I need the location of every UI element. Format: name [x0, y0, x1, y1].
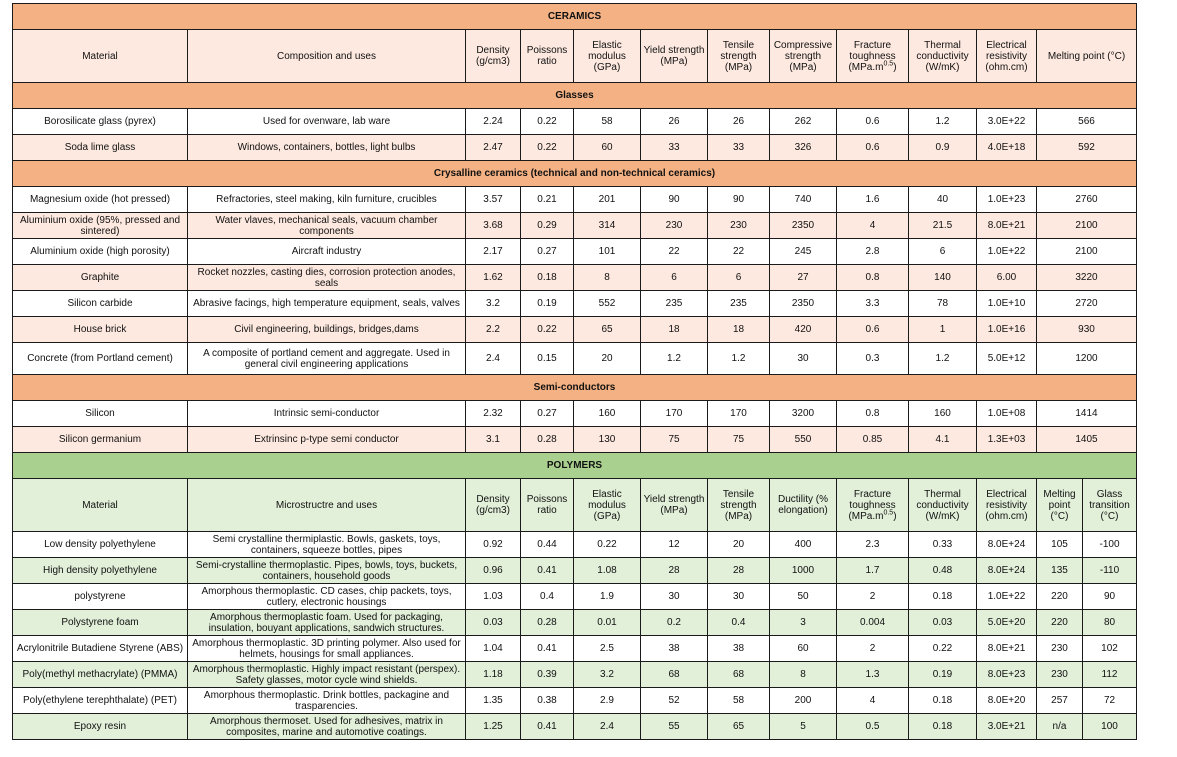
property-value: 1.0E+10	[977, 291, 1037, 317]
property-value: 5.0E+20	[977, 610, 1037, 636]
property-value: 0.22	[521, 109, 574, 135]
property-value: 60	[770, 636, 837, 662]
property-value: 552	[574, 291, 641, 317]
property-value: 58	[708, 688, 770, 714]
property-value: 68	[641, 662, 708, 688]
property-value: 0.18	[909, 714, 977, 740]
property-value: 0.21	[521, 187, 574, 213]
polymers-header-cell: Density (g/cm3)	[466, 479, 521, 532]
property-value: 0.6	[837, 109, 909, 135]
table-row	[13, 558, 1137, 584]
property-value: 592	[1037, 135, 1137, 161]
property-value: 0.22	[574, 532, 641, 558]
material-uses: Aircraft industry	[188, 239, 466, 265]
property-value: 4.1	[909, 427, 977, 453]
table-row	[13, 213, 1137, 239]
property-value: 0.22	[909, 636, 977, 662]
property-value: 5.0E+12	[977, 343, 1037, 375]
polymers-title-row	[13, 453, 1137, 479]
ceramics-header-cell: Compressive strength (MPa)	[770, 30, 837, 83]
property-value: 26	[708, 109, 770, 135]
property-value: 2	[837, 636, 909, 662]
material-name: Aluminium oxide (high porosity)	[13, 239, 188, 265]
property-value: 100	[1083, 714, 1137, 740]
property-value: 0.03	[909, 610, 977, 636]
property-value: 75	[641, 427, 708, 453]
property-value: 2.3	[837, 532, 909, 558]
table-row	[13, 532, 1137, 558]
table-row	[13, 636, 1137, 662]
ceramics-header-cell: Material	[13, 30, 188, 83]
material-uses: Semi crystalline thermiplastic. Bowls, gaskets, toys, containers, squeeze bottles, pipes	[188, 532, 466, 558]
property-value: 5	[770, 714, 837, 740]
property-value: 80	[1083, 610, 1137, 636]
property-value: 135	[1037, 558, 1083, 584]
material-name: Soda lime glass	[13, 135, 188, 161]
material-name: Silicon	[13, 401, 188, 427]
property-value: 2100	[1037, 239, 1137, 265]
material-name: Magnesium oxide (hot pressed)	[13, 187, 188, 213]
property-value: 1.0E+08	[977, 401, 1037, 427]
property-value: 0.22	[521, 317, 574, 343]
property-value: 18	[708, 317, 770, 343]
property-value: 2.2	[466, 317, 521, 343]
property-value: 235	[641, 291, 708, 317]
property-value: 3	[770, 610, 837, 636]
material-uses: Semi-crystalline thermoplastic. Pipes, bowls, toys, buckets, containers, household goods	[188, 558, 466, 584]
property-value: 33	[641, 135, 708, 161]
ceramics-section-row	[13, 83, 1137, 109]
property-value: 3.68	[466, 213, 521, 239]
ceramics-header-row	[13, 30, 1137, 83]
material-name: Poly(methyl methacrylate) (PMMA)	[13, 662, 188, 688]
property-value: -110	[1083, 558, 1137, 584]
property-value: 0.8	[837, 265, 909, 291]
property-value: 200	[770, 688, 837, 714]
property-value: 2.47	[466, 135, 521, 161]
property-value: 326	[770, 135, 837, 161]
material-uses: Civil engineering, buildings, bridges,dams	[188, 317, 466, 343]
property-value: 3.57	[466, 187, 521, 213]
table-row	[13, 317, 1137, 343]
table-row	[13, 265, 1137, 291]
property-value: 1.25	[466, 714, 521, 740]
material-uses: Refractories, steel making, kiln furniture, crucibles	[188, 187, 466, 213]
polymers-header-cell: Elastic modulus (GPa)	[574, 479, 641, 532]
property-value: 0.8	[837, 401, 909, 427]
property-value: 30	[770, 343, 837, 375]
property-value: 6	[641, 265, 708, 291]
property-value: 230	[1037, 662, 1083, 688]
section-title: Semi-conductors	[13, 375, 1137, 401]
property-value: 2.32	[466, 401, 521, 427]
property-value: 140	[909, 265, 977, 291]
property-value: 68	[708, 662, 770, 688]
section-title: Glasses	[13, 83, 1137, 109]
material-uses: Amorphous thermoplastic. Drink bottles, packagine and trasparencies.	[188, 688, 466, 714]
polymers-header-cell: Tensile strength (MPa)	[708, 479, 770, 532]
property-value: 1.2	[708, 343, 770, 375]
ceramics-section-row	[13, 161, 1137, 187]
property-value: 8	[770, 662, 837, 688]
property-value: -100	[1083, 532, 1137, 558]
property-value: 0.29	[521, 213, 574, 239]
property-value: 0.9	[909, 135, 977, 161]
polymers-header-cell: Material	[13, 479, 188, 532]
property-value: 4	[837, 688, 909, 714]
ceramics-header-cell: Thermal conductivity (W/mK)	[909, 30, 977, 83]
property-value: 8.0E+24	[977, 532, 1037, 558]
property-value: 105	[1037, 532, 1083, 558]
material-name: House brick	[13, 317, 188, 343]
property-value: 0.96	[466, 558, 521, 584]
polymers-header-cell: Melting point (°C)	[1037, 479, 1083, 532]
property-value: 235	[708, 291, 770, 317]
property-value: 20	[574, 343, 641, 375]
ceramics-header-cell: Fracture toughness $(MPa.m^{0.5})$	[837, 30, 909, 83]
property-value: 0.19	[909, 662, 977, 688]
material-uses: Amorphous thermoplastic. 3D printing polymer. Also used for helmets, housings for small appliances.	[188, 636, 466, 662]
property-value: 1.0E+16	[977, 317, 1037, 343]
polymers-header-row	[13, 479, 1137, 532]
property-value: 90	[1083, 584, 1137, 610]
property-value: 0.48	[909, 558, 977, 584]
table-row	[13, 239, 1137, 265]
material-name: Graphite	[13, 265, 188, 291]
property-value: 4	[837, 213, 909, 239]
property-value: 2	[837, 584, 909, 610]
property-value: 38	[708, 636, 770, 662]
ceramics-title-row	[13, 4, 1137, 30]
property-value: 3220	[1037, 265, 1137, 291]
property-value: 0.2	[641, 610, 708, 636]
property-value: 75	[708, 427, 770, 453]
property-value: 8	[574, 265, 641, 291]
property-value: 1	[909, 317, 977, 343]
property-value: 0.27	[521, 239, 574, 265]
materials-properties-table	[12, 3, 1137, 740]
property-value: 170	[708, 401, 770, 427]
property-value: 314	[574, 213, 641, 239]
table-row	[13, 291, 1137, 317]
property-value: 0.85	[837, 427, 909, 453]
property-value: 230	[641, 213, 708, 239]
property-value: 220	[1037, 584, 1083, 610]
property-value: 8.0E+20	[977, 688, 1037, 714]
property-value: 90	[641, 187, 708, 213]
property-value: 201	[574, 187, 641, 213]
property-value: 160	[574, 401, 641, 427]
property-value: 0.6	[837, 317, 909, 343]
property-value: 2.24	[466, 109, 521, 135]
property-value: 0.41	[521, 636, 574, 662]
property-value: 30	[708, 584, 770, 610]
material-uses: Abrasive facings, high temperature equipment, seals, valves	[188, 291, 466, 317]
property-value: 0.39	[521, 662, 574, 688]
property-value: 1.9	[574, 584, 641, 610]
property-value: 26	[641, 109, 708, 135]
property-value: 1.35	[466, 688, 521, 714]
ceramics-header-cell: Electrical resistivity (ohm.cm)	[977, 30, 1037, 83]
material-name: High density polyethylene	[13, 558, 188, 584]
polymers-header-cell: Poissons ratio	[521, 479, 574, 532]
property-value: 1.2	[909, 109, 977, 135]
table-row	[13, 401, 1137, 427]
property-value: 0.4	[521, 584, 574, 610]
property-value: 550	[770, 427, 837, 453]
property-value: 1.18	[466, 662, 521, 688]
property-value: 0.44	[521, 532, 574, 558]
property-value: 3.3	[837, 291, 909, 317]
ceramics-header-cell: Density (g/cm3)	[466, 30, 521, 83]
property-value: 1.7	[837, 558, 909, 584]
material-name: Acrylonitrile Butadiene Styrene (ABS)	[13, 636, 188, 662]
polymers-title: POLYMERS	[13, 453, 1137, 479]
ceramics-section-row	[13, 375, 1137, 401]
property-value: 28	[641, 558, 708, 584]
property-value: 0.18	[909, 584, 977, 610]
material-uses: A composite of portland cement and aggregate. Used in general civil engineering applications	[188, 343, 466, 375]
property-value: 0.6	[837, 135, 909, 161]
property-value: 930	[1037, 317, 1137, 343]
table-row	[13, 187, 1137, 213]
property-value: 740	[770, 187, 837, 213]
property-value: 27	[770, 265, 837, 291]
property-value: 8.0E+24	[977, 558, 1037, 584]
property-value: 1.08	[574, 558, 641, 584]
ceramics-header-cell: Melting point (°C)	[1037, 30, 1137, 83]
material-name: Poly(ethylene terephthalate) (PET)	[13, 688, 188, 714]
material-name: Silicon carbide	[13, 291, 188, 317]
property-value: 0.004	[837, 610, 909, 636]
property-value: 1200	[1037, 343, 1137, 375]
property-value: 2720	[1037, 291, 1137, 317]
property-value: 230	[1037, 636, 1083, 662]
property-value: 0.19	[521, 291, 574, 317]
property-value: 2350	[770, 291, 837, 317]
property-value: 0.01	[574, 610, 641, 636]
property-value: 0.3	[837, 343, 909, 375]
property-value: 55	[641, 714, 708, 740]
property-value: 1.0E+22	[977, 239, 1037, 265]
property-value: 0.27	[521, 401, 574, 427]
property-value: 2350	[770, 213, 837, 239]
property-value: 1.3	[837, 662, 909, 688]
property-value: 20	[708, 532, 770, 558]
property-value: 112	[1083, 662, 1137, 688]
property-value: 21.5	[909, 213, 977, 239]
property-value: 0.18	[909, 688, 977, 714]
property-value: 0.22	[521, 135, 574, 161]
property-value: 130	[574, 427, 641, 453]
property-value: 38	[641, 636, 708, 662]
property-value: 0.38	[521, 688, 574, 714]
property-value: 1.2	[641, 343, 708, 375]
property-value: 1.0E+22	[977, 584, 1037, 610]
property-value: 0.15	[521, 343, 574, 375]
ceramics-title: CERAMICS	[13, 4, 1137, 30]
property-value: 245	[770, 239, 837, 265]
property-value: 1414	[1037, 401, 1137, 427]
property-value: 90	[708, 187, 770, 213]
property-value: 0.33	[909, 532, 977, 558]
table-row	[13, 135, 1137, 161]
property-value: 65	[708, 714, 770, 740]
property-value: 2.4	[574, 714, 641, 740]
property-value: 1.62	[466, 265, 521, 291]
property-value: 2.4	[466, 343, 521, 375]
table-row	[13, 427, 1137, 453]
property-value: 8.0E+23	[977, 662, 1037, 688]
property-value: 50	[770, 584, 837, 610]
polymers-header-cell: Thermal conductivity (W/mK)	[909, 479, 977, 532]
material-uses: Amorphous thermoplastic. Highly impact resistant (perspex). Safety glasses, motor cycle wind shields.	[188, 662, 466, 688]
table-row	[13, 109, 1137, 135]
material-name: Epoxy resin	[13, 714, 188, 740]
polymers-header-cell: Ductility (% elongation)	[770, 479, 837, 532]
ceramics-header-cell: Poissons ratio	[521, 30, 574, 83]
property-value: 101	[574, 239, 641, 265]
property-value: 1.04	[466, 636, 521, 662]
property-value: 30	[641, 584, 708, 610]
material-uses: Amorphous thermoplastic foam. Used for packaging, insulation, bouyant applications, sandwich structures.	[188, 610, 466, 636]
property-value: 4.0E+18	[977, 135, 1037, 161]
table-row	[13, 584, 1137, 610]
property-value: 8.0E+21	[977, 636, 1037, 662]
property-value: 58	[574, 109, 641, 135]
property-value: 72	[1083, 688, 1137, 714]
material-uses: Windows, containers, bottles, light bulbs	[188, 135, 466, 161]
material-uses: Rocket nozzles, casting dies, corrosion protection anodes, seals	[188, 265, 466, 291]
property-value: 65	[574, 317, 641, 343]
property-value: 220	[1037, 610, 1083, 636]
property-value: 0.28	[521, 427, 574, 453]
material-uses: Amorphous thermoset. Used for adhesives, matrix in composites, marine and automotive coatings.	[188, 714, 466, 740]
property-value: 1.03	[466, 584, 521, 610]
property-value: 566	[1037, 109, 1137, 135]
material-name: Polystyrene foam	[13, 610, 188, 636]
section-title: Crysalline ceramics (technical and non-technical ceramics)	[13, 161, 1137, 187]
material-name: Silicon germanium	[13, 427, 188, 453]
property-value: 22	[641, 239, 708, 265]
property-value: 0.4	[708, 610, 770, 636]
property-value: 18	[641, 317, 708, 343]
property-value: 2100	[1037, 213, 1137, 239]
property-value: 2760	[1037, 187, 1137, 213]
property-value: 78	[909, 291, 977, 317]
property-value: 2.5	[574, 636, 641, 662]
ceramics-header-cell: Composition and uses	[188, 30, 466, 83]
polymers-header-cell: Glass transition (°C)	[1083, 479, 1137, 532]
material-name: Low density polyethylene	[13, 532, 188, 558]
ceramics-header-cell: Tensile strength (MPa)	[708, 30, 770, 83]
property-value: 0.03	[466, 610, 521, 636]
property-value: 6.00	[977, 265, 1037, 291]
material-uses: Used for ovenware, lab ware	[188, 109, 466, 135]
material-uses: Extrinsinc p-type semi conductor	[188, 427, 466, 453]
material-name: polystyrene	[13, 584, 188, 610]
table-row	[13, 714, 1137, 740]
property-value: 0.92	[466, 532, 521, 558]
property-value: 40	[909, 187, 977, 213]
property-value: 33	[708, 135, 770, 161]
property-value: 6	[708, 265, 770, 291]
property-value: 0.41	[521, 558, 574, 584]
property-value: 3200	[770, 401, 837, 427]
property-value: 0.28	[521, 610, 574, 636]
material-uses: Amorphous thermoplastic. CD cases, chip packets, toys, cutlery, electronic housings	[188, 584, 466, 610]
property-value: 3.2	[466, 291, 521, 317]
polymers-header-cell: Fracture toughness $(MPa.m^{0.5})$	[837, 479, 909, 532]
property-value: 60	[574, 135, 641, 161]
material-uses: Water vlaves, mechanical seals, vacuum chamber components	[188, 213, 466, 239]
property-value: 420	[770, 317, 837, 343]
material-name: Borosilicate glass (pyrex)	[13, 109, 188, 135]
property-value: 1405	[1037, 427, 1137, 453]
property-value: 102	[1083, 636, 1137, 662]
property-value: 400	[770, 532, 837, 558]
property-value: 8.0E+21	[977, 213, 1037, 239]
property-value: 1.3E+03	[977, 427, 1037, 453]
property-value: 1.0E+23	[977, 187, 1037, 213]
ceramics-header-cell: Yield strength (MPa)	[641, 30, 708, 83]
property-value: 28	[708, 558, 770, 584]
property-value: 3.0E+21	[977, 714, 1037, 740]
table-row	[13, 343, 1137, 375]
property-value: 1000	[770, 558, 837, 584]
polymers-header-cell: Yield strength (MPa)	[641, 479, 708, 532]
property-value: 2.9	[574, 688, 641, 714]
property-value: 3.2	[574, 662, 641, 688]
property-value: 3.0E+22	[977, 109, 1037, 135]
property-value: 6	[909, 239, 977, 265]
property-value: 1.6	[837, 187, 909, 213]
table-row	[13, 688, 1137, 714]
property-value: 2.17	[466, 239, 521, 265]
polymers-header-cell: Electrical resistivity (ohm.cm)	[977, 479, 1037, 532]
property-value: 160	[909, 401, 977, 427]
property-value: 262	[770, 109, 837, 135]
table-row	[13, 610, 1137, 636]
material-uses: Intrinsic semi-conductor	[188, 401, 466, 427]
property-value: 0.18	[521, 265, 574, 291]
property-value: 170	[641, 401, 708, 427]
ceramics-header-cell: Elastic modulus (GPa)	[574, 30, 641, 83]
material-name: Aluminium oxide (95%, pressed and sintered)	[13, 213, 188, 239]
property-value: 3.1	[466, 427, 521, 453]
property-value: 2.8	[837, 239, 909, 265]
property-value: 0.41	[521, 714, 574, 740]
table-row	[13, 662, 1137, 688]
property-value: 12	[641, 532, 708, 558]
property-value: 22	[708, 239, 770, 265]
property-value: 0.5	[837, 714, 909, 740]
material-name: Concrete (from Portland cement)	[13, 343, 188, 375]
property-value: 52	[641, 688, 708, 714]
property-value: 257	[1037, 688, 1083, 714]
property-value: n/a	[1037, 714, 1083, 740]
property-value: 230	[708, 213, 770, 239]
polymers-header-cell: Microstructre and uses	[188, 479, 466, 532]
property-value: 1.2	[909, 343, 977, 375]
